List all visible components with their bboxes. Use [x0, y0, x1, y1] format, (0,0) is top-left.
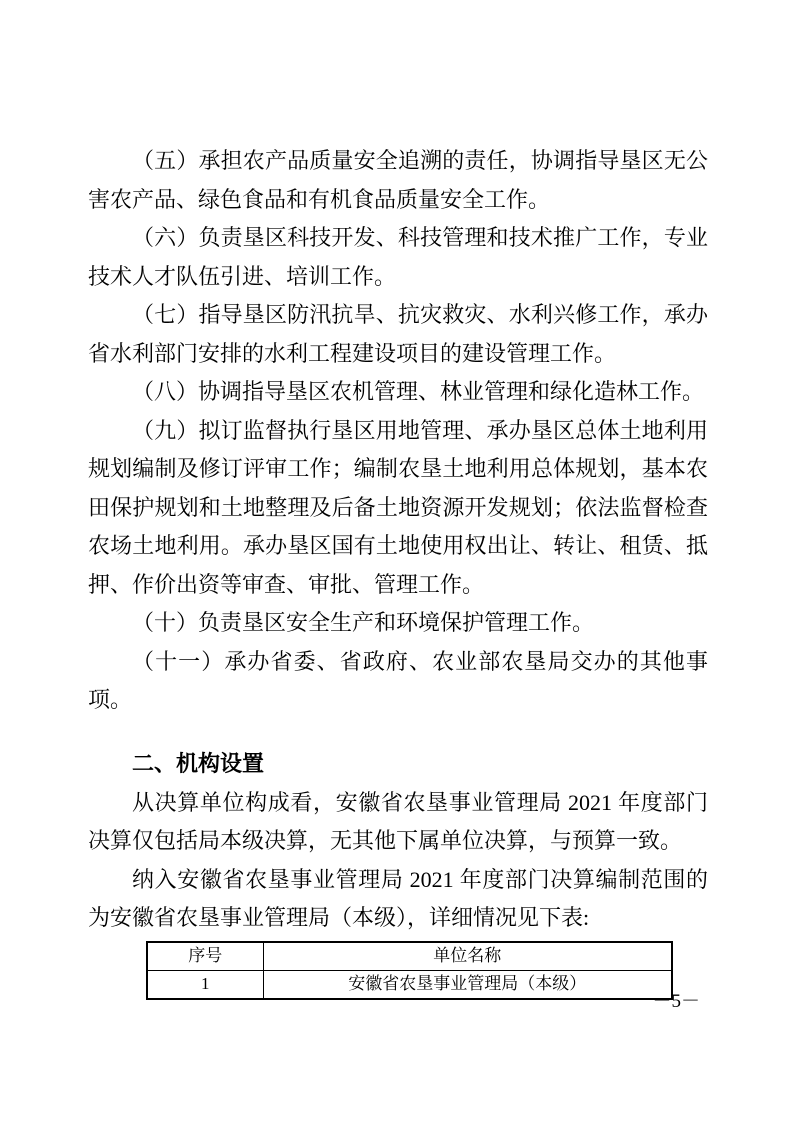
table-header-unit-name: 单位名称 — [263, 942, 672, 971]
section-heading: 二、机构设置 — [132, 750, 265, 776]
duty-item-7: （七）指导垦区防汛抗旱、抗灾救灾、水利兴修工作，承办省水利部门安排的水利工程建设项目的建设管理工作。 — [88, 302, 708, 366]
table-cell-serial: 1 — [147, 970, 263, 999]
table-row — [147, 970, 672, 999]
unit-table — [146, 941, 673, 1000]
table-header-row — [147, 942, 672, 971]
duty-item-10: （十）负责垦区安全生产和环境保护管理工作。 — [132, 610, 595, 635]
duty-item-11: （十一）承办省委、省政府、农业部农垦局交办的其他事项。 — [88, 648, 708, 712]
page-number: －5－ — [652, 991, 700, 1012]
duty-item-8: （八）协调指导垦区农机管理、林业管理和绿化造林工作。 — [132, 379, 705, 404]
duty-item-5: （五）承担农产品质量安全追溯的责任，协调指导垦区无公害农产品、绿色食品和有机食品质量安全工作。 — [88, 148, 708, 212]
duty-item-9: （九）拟订监督执行垦区用地管理、承办垦区总体土地利用规划编制及修订评审工作；编制农垦土地利用总体规划，基本农田保护规划和土地整理及后备土地资源开发规划；依法监督检查农场土地利用。承办垦区国有土地使用权出让、转让、租赁、抵押、作价出资等审查、审批、管理工作。 — [88, 417, 708, 597]
section-paragraph-2: 纳入安徽省农垦事业管理局 2021 年度部门决算编制范围的为安徽省农垦事业管理局（本级），详细情况见下表: — [88, 866, 708, 930]
duty-item-6: （六）负责垦区科技开发、科技管理和技术推广工作，专业技术人才队伍引进、培训工作。 — [88, 225, 708, 289]
document-body — [88, 142, 708, 1000]
section-paragraph-1: 从决算单位构成看，安徽省农垦事业管理局 2021 年度部门决算仅包括局本级决算，无其他下属单位决算，与预算一致。 — [88, 789, 708, 853]
table-cell-unit-name: 安徽省农垦事业管理局（本级） — [263, 970, 672, 999]
table-header-serial: 序号 — [147, 942, 263, 971]
